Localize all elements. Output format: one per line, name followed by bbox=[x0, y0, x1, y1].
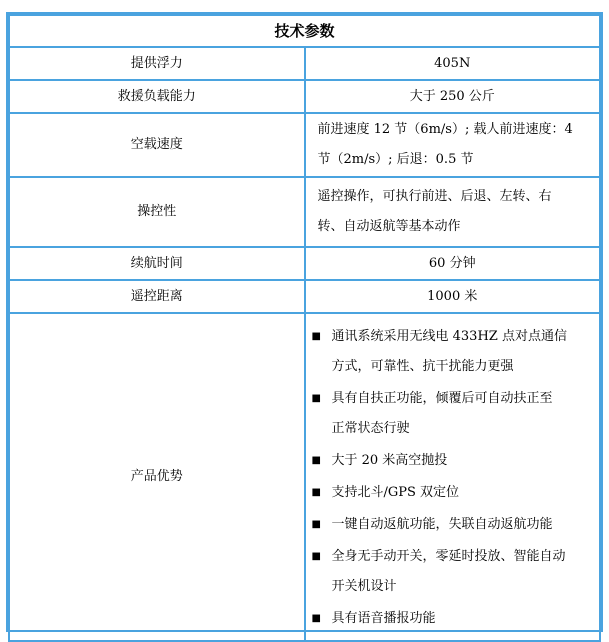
black-square-icon: ■ bbox=[311, 519, 321, 530]
advantage-4-line-1: 支持北斗/GPS 双定位 bbox=[331, 485, 460, 500]
control-line-1: 遥控操作，可执行前进、后退、左转、右 bbox=[317, 189, 552, 204]
table-row bbox=[9, 80, 600, 113]
advantage-3-line-1: 大于 20 米高空抛投 bbox=[331, 453, 448, 468]
advantage-7-line-1: 具有语音播报功能 bbox=[331, 611, 436, 626]
table-row-advantages bbox=[9, 313, 600, 641]
list-item bbox=[312, 510, 594, 540]
table-title: 技术参数 bbox=[9, 15, 600, 47]
row-value-range: 1000 米 bbox=[305, 280, 601, 313]
table-row bbox=[9, 47, 600, 80]
row-value-endurance: 60 分钟 bbox=[305, 247, 601, 280]
speed-line-1: 前进速度 12 节（6m/s）; 载人前进速度：4 bbox=[317, 122, 573, 137]
table-row bbox=[9, 280, 600, 313]
row-value-speed bbox=[305, 113, 601, 177]
black-square-icon: ■ bbox=[311, 455, 321, 466]
tech-spec-table-frame bbox=[6, 12, 603, 632]
advantage-2-line-2: 正常状态行驶 bbox=[331, 421, 410, 436]
row-label-speed: 空载速度 bbox=[9, 113, 305, 177]
row-value-buoyancy: 405N bbox=[305, 47, 601, 80]
row-label-advantages: 产品优势 bbox=[9, 313, 305, 641]
advantage-5-line-1: 一键自动返航功能，失联自动返航功能 bbox=[331, 517, 553, 532]
advantage-2-line-1: 具有自扶正功能，倾覆后可自动扶正至 bbox=[331, 391, 553, 406]
row-label-control: 操控性 bbox=[9, 177, 305, 247]
black-square-icon: ■ bbox=[311, 393, 321, 404]
control-line-2: 转、自动返航等基本动作 bbox=[317, 219, 461, 234]
table-row bbox=[9, 247, 600, 280]
advantage-1-line-1: 通讯系统采用无线电 433HZ 点对点通信 bbox=[331, 329, 567, 344]
table-row bbox=[9, 177, 600, 247]
table-title-row bbox=[9, 15, 600, 47]
speed-line-2: 节（2m/s）; 后退：0.5 节 bbox=[317, 152, 474, 167]
row-label-buoyancy: 提供浮力 bbox=[9, 47, 305, 80]
advantage-6-line-2: 开关机设计 bbox=[331, 579, 397, 594]
black-square-icon: ■ bbox=[311, 487, 321, 498]
list-item bbox=[312, 446, 594, 476]
advantage-1-line-2: 方式，可靠性、抗干扰能力更强 bbox=[331, 359, 514, 374]
row-value-load-capacity: 大于 250 公斤 bbox=[305, 80, 601, 113]
row-label-endurance: 续航时间 bbox=[9, 247, 305, 280]
list-item bbox=[312, 604, 594, 634]
advantages-list bbox=[306, 314, 600, 640]
advantage-6-line-1: 全身无手动开关，零延时投放、智能自动 bbox=[331, 549, 566, 564]
row-value-advantages bbox=[305, 313, 601, 641]
list-item bbox=[312, 478, 594, 508]
row-value-control bbox=[305, 177, 601, 247]
tech-spec-table bbox=[8, 14, 601, 642]
list-item bbox=[312, 542, 594, 602]
black-square-icon: ■ bbox=[311, 331, 321, 342]
row-label-range: 遥控距离 bbox=[9, 280, 305, 313]
black-square-icon: ■ bbox=[311, 551, 321, 562]
table-row bbox=[9, 113, 600, 177]
list-item bbox=[312, 384, 594, 444]
list-item bbox=[312, 322, 594, 382]
black-square-icon: ■ bbox=[311, 613, 321, 624]
row-label-load-capacity: 救援负载能力 bbox=[9, 80, 305, 113]
